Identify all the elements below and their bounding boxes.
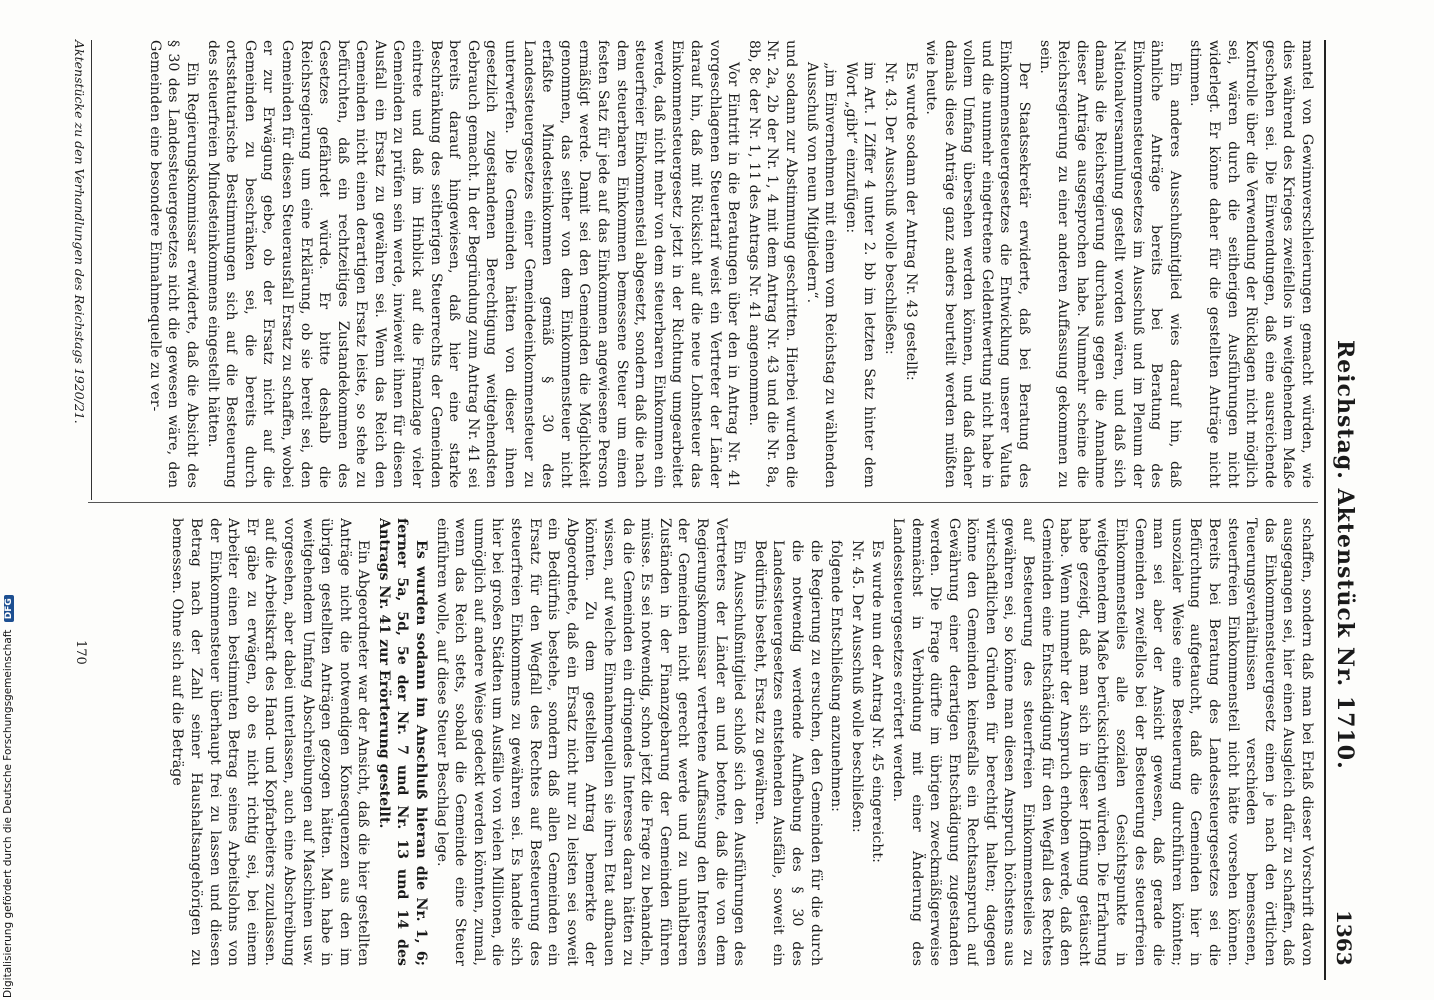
- page-footer: Aktenstücke zu den Verhandlungen des Reichstags 1920/21.: [72, 40, 92, 500]
- paragraph: Es wurde sodann der Antrag Nr. 43 gestellt:: [902, 62, 919, 381]
- quote: die Regierung zu ersuchen, den Gemeinden für die durch die notwendig werdende Aufhebung des § 30 des Landessteuergesetzes entstehenden Ausfälle, soweit ein Bedürfnis besteht, Ersatz zu gewähren.: [751, 540, 824, 966]
- motion-heading: Nr. 45. Der Ausschuß wolle beschließen:: [848, 540, 865, 833]
- paragraph: Ein Ausschußmitglied schloß sich den Ausführungen des Vertreters der Länder an und betonte, daß die von dem Regierungskommissar vertretene Auffassung den Interessen der Gemeinden nicht gerecht werde und zu unhaltbaren Zuständen in der Finanzgebarung der Gemeinden führen müsse. Es sei notwendig, schon jetzt die Frage zu behandeln, da die Gemeinden ein dringendes Interesse daran hätten zu wissen, auf welche Einnahmequellen sie ihren Etat aufbauen könnten. Zu dem gestellten Antrag bemerkte der Abgeordnete, daß ein Ersatz nicht nur zu leisten sei soweit ein Bedürfnis bestehe, sondern daß allen Gemeinden ein Ersatz für den Wegfall des Rechtes auf Besteuerung des steuerfreien Einkommens zu gewähren sei. Es handele sich hier bei großen Städten um Ausfälle von vielen Millionen, die unmöglich auf andere Weise gedeckt werden könnten, zumal, wenn das Reich stets, sobald die Gemeinde eine Steuer einführen wolle, auf diese Steuer Beschlag lege.: [433, 518, 748, 966]
- rotated-page-content: [62, 40, 1362, 980]
- paragraph: Es wurde nun der Antrag Nr. 45 eingereicht:: [869, 540, 886, 863]
- quote: „im Einvernehmen mit einem vom Reichstag zu wählenden Ausschuß von neun Mitgliedern“.: [803, 62, 839, 488]
- folio-number: 170: [73, 640, 88, 665]
- paragraph: Es wurden sodann im Anschluß hieran die Nr. 1, 6; ferner 5a, 5d, 5e der Nr. 7 und Nr. 13 und 14 des Antrags Nr. 41 zur Erörterung gestellt.: [375, 518, 430, 966]
- dfg-logo-icon: DFG: [4, 595, 14, 622]
- paragraph: schaffen, sondern daß man bei Erlaß dieser Vorschrift davon ausgegangen sei, hier einen Ausgleich dafür zu schaffen, daß das Einkommensteuergesetz einen je nach den örtlichen Teuerungsverhältnissen verschieden bemessenen, steuerfreien Einkommensteil nicht hätte vorsehen können. Bereits bei Beratung des Landessteuergesetzes sei die Befürchtung aufgetaucht, daß die Gemeinden hier in unsozialer Weise eine Besteuerung durchführen könnten; man sei aber der Ansicht gewesen, daß gerade die Gemeinden zweifellos bei der Besteuerung des steuerfreien Einkommensteiles alle sozialen Gesichtspunkte in weitgehendem Maße berücksichtigen würden. Die Erfahrung habe gezeigt, daß man sich in dieser Hoffnung getäuscht habe. Wenn nunmehr der Anspruch erhoben werde, daß den Gemeinden eine Entschädigung für den Wegfall des Rechtes auf Besteuerung des steuerfreien Einkommensteiles zu gewähren sei, so könne man diesen Anspruch höchstens aus wirtschaftlichen Gründen für berechtigt halten; dagegen könne den Gemeinden keinesfalls ein Rechtsanspruch auf Gewährung einer derartigen Entschädigung zugestanden werden. Die Frage dürfte im übrigen zweckmäßigerweise demnächst in Verbindung mit einer Änderung des Landessteuergesetzes erörtert werden.: [889, 518, 1315, 966]
- header-title: Reichstag. Aktenstück Nr. 1710.: [1332, 340, 1358, 770]
- paragraph: Ein Abgeordneter war der Ansicht, daß die hier gestellten Anträge nicht die notwendigen Konsequenzen aus den im übrigen gestellten Anträgen gezogen hätten. Man habe in weitgehendem Umfang Abschreibungen auf Maschinen usw. vorgesehen, aber dabei unterlassen, auch eine Abschreibung auf die Arbeitskraft des Hand- und Kopfarbeiters zuzulassen. Er gäbe zu erwägen, ob es nicht richtig sei, bei einem Arbeiter einen bestimmten Betrag seines Arbeitslohns von der Einkommensteuer überhaupt frei zu lassen und diesen Betrag nach der Zahl seiner Haushaltsangehörigen zu bemessen. Ohne sich auf die Beträge: [169, 518, 372, 966]
- paragraph: im Art. I Ziffer 4 unter 2. bb im letzten Satz hinter dem Wort „gibt“ einzufügen:: [842, 62, 878, 488]
- paragraph: Vor Eintritt in die Beratungen über den in Antrag Nr. 41 vorgeschlagenen Steuertarif weist ein Vertreter der Länder darauf hin, daß mit Rücksicht auf die neue Lohnsteuer das Einkommensteuergesetz jetzt in der Richtung umgearbeitet werde, daß nicht mehr von dem steuerbaren Einkommen ein steuerfreier Einkommensteil abgesetzt, sondern daß die nach dem steuerbaren Einkommen bemessene Steuer um einen festen Satz für jede auf das Einkommen angewiesene Person ermäßigt werde. Damit sei den Gemeinden die Möglichkeit genommen, das seither von dem Einkommensteuer nicht erfaßte Mindesteinkommen gemäß § 30 des Landessteuergesetzes einer Gemeindeeinkommensteuer zu unterwerfen. Die Gemeinden hätten von dieser ihnen gesetzlich zugestandenen Berechtigung weitgehendsten Gebrauch gemacht. In der Begründung zum Antrag Nr. 41 sei bereits darauf hingewiesen, daß hier eine starke Beschränkung des seitherigen Steuerrechts der Gemeinden eintrete und daß im Hinblick auf die Finanzlage vieler Gemeinden zu prüfen sein werde, inwieweit ihnen für diesen Ausfall ein Ersatz zu gewähren sei. Wenn das Reich den Gemeinden nicht einen derartigen Ersatz leiste, so stehe zu befürchten, daß ein rechtzeitiges Zustandekommen des Gesetzes gefährdet würde. Er bitte deshalb die Reichsregierung um eine Erklärung, ob sie bereit sei, den Gemeinden für diesen Steuerausfall Ersatz zu schaffen, wobei er zur Erwägung gebe, ob der Ersatz nicht auf die Gemeinden zu beschränken sei, die bereits durch ortsstatutarische Bestimmungen sich auf die Besteuerung des steuerfreien Mindesteinkommens eingestellt hätten.: [204, 40, 742, 488]
- paragraph: Der Staatssekretär erwiderte, daß bei Beratung des Einkommensteuergesetzes die Entwicklung unserer Valuta und die nunmehr eingetretene Geldentwertung nicht habe in vollem Umfang übersehen werden können, und daß daher damals diese Anträge ganz anders beurteilt werden müßten wie heute.: [923, 40, 1033, 488]
- left-column: [96, 40, 1316, 488]
- digitization-credit: [2, 8, 16, 998]
- page-header: [1324, 40, 1362, 980]
- motion-heading: Nr. 43. Der Ausschuß wolle beschließen:: [881, 62, 898, 355]
- credit-text: Digitalisierung gefördert durch die Deutsche Forschungsgemeinschaft: [2, 629, 14, 998]
- paragraph: und sodann zur Abstimmung geschritten. Hierbei wurden die Nr. 2a, 2b der Nr. 1, 4 mit dem Antrag Nr. 43 und die Nr. 8a, 8b, 8c der Nr. 1, 11 des Antrags Nr. 41 angenommen.: [745, 40, 799, 488]
- paragraph: Ein anderes Ausschußmitglied wies darauf hin, daß ähnliche Anträge bereits bei Beratung des Einkommensteuergesetzes im Ausschuß und im Plenum der Nationalversammlung gestellt worden wären, und daß sich damals die Reichsregierung durchaus gegen die Annahme dieser Anträge ausgesprochen habe. Nunmehr scheine die Reichsregierung zu einer anderen Auffassung gekommen zu sein.: [1036, 40, 1183, 488]
- page-number: 1363: [1332, 910, 1356, 966]
- paragraph: Ein Regierungskommissar erwiderte, daß die Absicht des § 30 des Landessteuergesetzes nicht die gewesen wäre, den Gemeinden eine besondere Einnahmequelle zu ver-: [146, 40, 200, 488]
- column-divider: [88, 502, 1318, 503]
- right-column: [96, 518, 1316, 966]
- paragraph: folgende Entschließung anzunehmen:: [828, 540, 845, 812]
- paragraph: mantel von Gewinnverschleierungen gemacht würden, wie dies während des Krieges zweifellos in weitgehendem Maße geschehen sei. Die Einwendungen, daß eine ausreichende Kontrolle über die Verwendung der Rücklagen nicht möglich sei, wären durch die seitherigen Ausführungen nicht widerlegt. Er könne daher für die gestellten Anträge nicht stimmen.: [1187, 40, 1315, 488]
